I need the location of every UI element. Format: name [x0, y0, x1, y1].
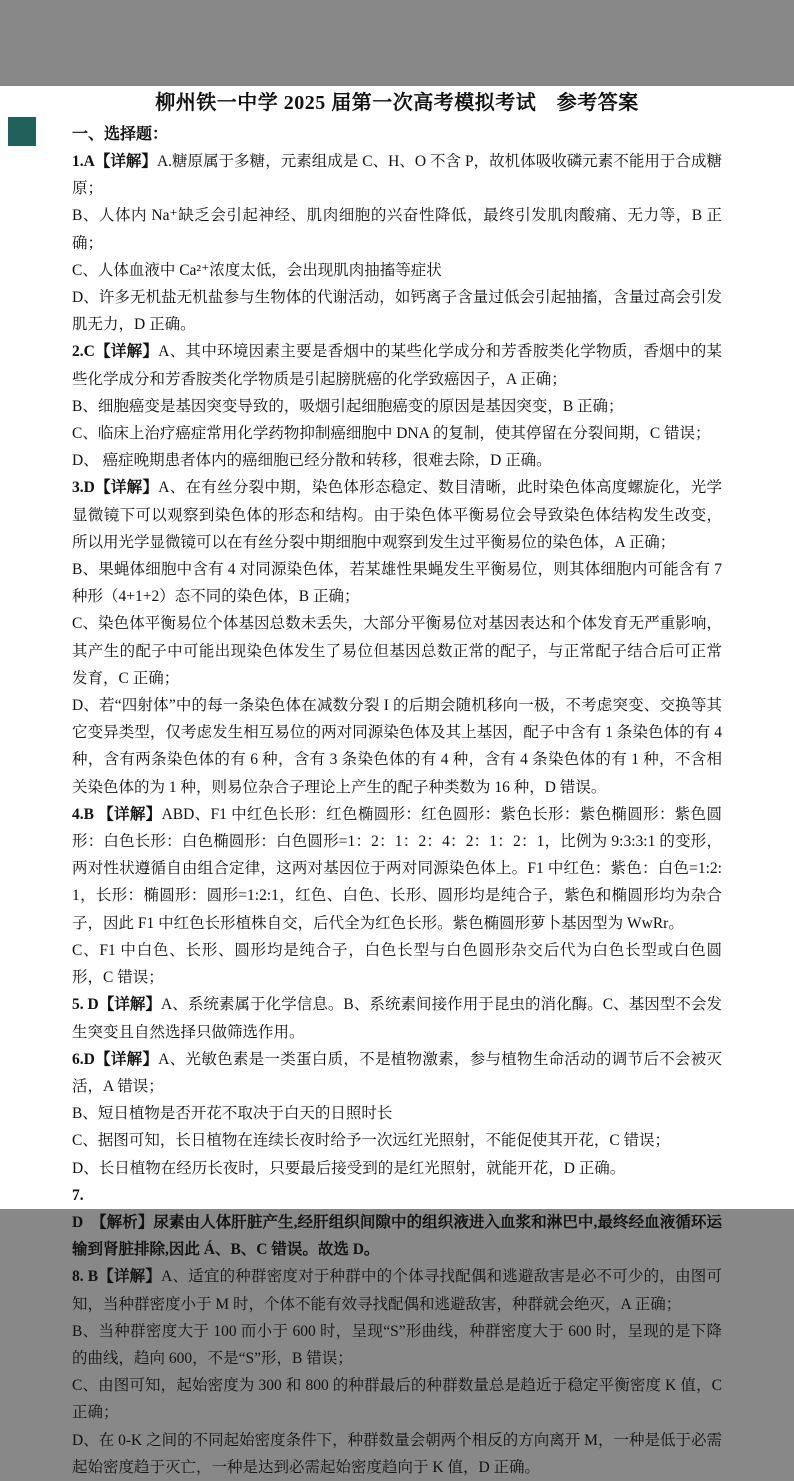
answer-label: 8. B【详解】: [72, 1268, 162, 1286]
answer-paragraph: C、据图可知，长日植物在连续长夜时给予一次远红光照射，不能促使其开花，C 错误；: [72, 1132, 671, 1150]
answer-paragraph: D、在 0-K 之间的不同起始密度条件下，种群数量会朝两个相反的方向离开 M，一种是低于必需起始密度趋于灭亡，一种是达到必需起始密度趋向于 K 值，D 正确。: [72, 1431, 722, 1476]
answer-paragraph: D、长日植物在经历长夜时，只要最后接受到的是红光照射，就能开花，D 正确。: [72, 1159, 626, 1177]
answer-paragraph: D、许多无机盐无机盐参与生物体的代谢活动，如钙离子含量过低会引起抽搐，含量过高会引发肌无力，D 正确。: [72, 289, 722, 334]
answer-paragraph: C、临床上治疗癌症常用化学药物抑制癌细胞中 DNA 的复制，使其停留在分裂间期，C 错误；: [72, 425, 711, 443]
answer-label: 2.C【详解】: [72, 343, 159, 361]
answer-paragraph: 3.D【详解】A、在有丝分裂中期，染色体形态稳定、数目清晰，此时染色体高度螺旋化，光学显微镜下可以观察到染色体的形态和结构。由于染色体平衡易位会导致染色体结构发生改变，所以用光学显微镜可以在有丝分裂中期细胞中观察到发生过平衡易位的染色体，A 正确；: [72, 479, 722, 551]
answer-label: 4.B 【详解】: [72, 805, 162, 823]
answer-paragraph: D、 癌症晚期患者体内的癌细胞已经分散和转移，很难去除，D 正确。: [72, 452, 552, 470]
corner-stamp: [8, 117, 36, 146]
answer-paragraph: C、由图可知，起始密度为 300 和 800 的种群最后的种群数量总是趋近于稳定平衡密度 K 值，C 正确；: [72, 1377, 722, 1422]
answer-paragraph: 6.D【详解】A、光敏色素是一类蛋白质，不是植物激素，参与植物生命活动的调节后不会被灭活，A 错误；: [72, 1050, 722, 1095]
answer-paragraph: 2.C【详解】A、其中环境因素主要是香烟中的某些化学成分和芳香胺类化学物质，香烟中的某些化学成分和芳香胺类化学物质是引起膀胱癌的化学致癌因子，A 正确；: [72, 343, 722, 388]
answer-paragraph: 1.A【详解】A.糖原属于多糖，元素组成是 C、H、O 不含 P，故机体吸收磷元素不能用于合成糖原；: [72, 153, 722, 198]
answer-paragraph: C、染色体平衡易位个体基因总数未丢失，大部分平衡易位对基因表达和个体发育无严重影响，其产生的配子中可能出现染色体发生了易位但基因总数正常的配子，与正常配子结合后可正常发育，C 正确；: [72, 615, 722, 687]
answer-label: 3.D【详解】: [72, 479, 159, 497]
answer-paragraph: C、F1 中白色、长形、圆形均是纯合子，白色长型与白色圆形杂交后代为白色长型或白色圆形，C 错误；: [72, 941, 722, 987]
page-title: 柳州铁一中学 2025 届第一次高考模拟考试 参考答案: [155, 92, 639, 114]
answer-paragraph: D、若“四射体”中的每一条染色体在减数分裂 I 的后期会随机移向一极，不考虑突变、交换等其它变异类型，仅考虑发生相互易位的两对同源染色体及其上基因，配子中含有 1 条染色体的有 4 种，含有两条染色体的有 6 种，含有 3 条染色体的有 4 种，含有 4 条染色体的有 1 种，不含相关染色体的为 1 种，则易位杂合子理论上产生的配子种类数为 16 种，D 错误。: [72, 697, 722, 796]
answer-paragraph: B、细胞癌变是基因突变导致的，吸烟引起细胞癌变的原因是基因突变，B 正确；: [72, 397, 624, 415]
answer-paragraph: B、当种群密度大于 100 而小于 600 时，呈现“S”形曲线，种群密度大于 600 时，呈现的是下降的曲线，趋向 600，不是“S”形，B 错误；: [72, 1322, 722, 1367]
answer-label: 1.A【详解】: [72, 153, 157, 170]
answer-paragraph: B、人体内 Na⁺缺乏会引起神经、肌肉细胞的兴奋性降低，最终引发肌肉酸痛、无力等，B 正确；: [72, 207, 722, 252]
answer-label: 6.D【详解】: [72, 1050, 159, 1068]
answer-label: 5. D【详解】: [72, 996, 162, 1014]
answer-paragraph: [72, 1182, 722, 1209]
answers-content: [72, 121, 722, 1481]
answer-paragraph: C、人体血液中 Ca²⁺浓度太低，会出现肌肉抽搐等症状: [72, 261, 442, 279]
answer-paragraph: 4.B 【详解】ABD、F1 中红色长形：红色椭圆形：红色圆形：紫色长形：紫色椭圆形：紫色圆形：白色长形：白色椭圆形：白色圆形=1：2：1：2：4：2：1：2：1，比例为 9:3:3:1 的变形，两对性状遵循自由组合定律，这两对基因位于两对同源染色体上。F1 中红色：紫色：白色=1:2:1，长形：椭圆形：圆形=1:2:1，红色、白色、长形、圆形均是纯合子，紫色和椭圆形均为杂合子，因此 F1 中红色长形植株自交，后代全为红色长形。紫色椭圆形萝卜基因型为 WwRr。: [72, 805, 722, 932]
answer-paragraph: 8. B【详解】A、适宜的种群密度对于种群中的个体寻找配偶和逃避敌害是必不可少的，由图可知，当种群密度小于 M 时，个体不能有效寻找配偶和逃避敌害，种群就会绝灭，A 正确；: [72, 1268, 722, 1313]
answer-paragraph: B、果蝇体细胞中含有 4 对同源染色体，若某雄性果蝇发生平衡易位，则其体细胞内可能含有 7 种形（4+1+2）态不同的染色体，B 正确；: [72, 561, 722, 606]
answer-list: [72, 148, 722, 1481]
answer-paragraph: B、短日植物是否开花不取决于白天的日照时长: [72, 1105, 393, 1123]
answer-label: 7.: [72, 1186, 84, 1204]
answer-paragraph: D 【解析】尿素由人体肝脏产生,经肝组织间隙中的组织液进入血浆和淋巴中,最终经血液循环运输到肾脏排除,因此 Á、B、C 错误。故选 D。: [72, 1213, 722, 1259]
document-page: [0, 86, 794, 1476]
answer-paragraph: 5. D【详解】A、系统素属于化学信息。B、系统素间接作用于昆虫的消化酶。C、基因型不会发生突变且自然选择只做筛选作用。: [72, 996, 722, 1041]
section-heading: 一、选择题：: [72, 126, 169, 143]
